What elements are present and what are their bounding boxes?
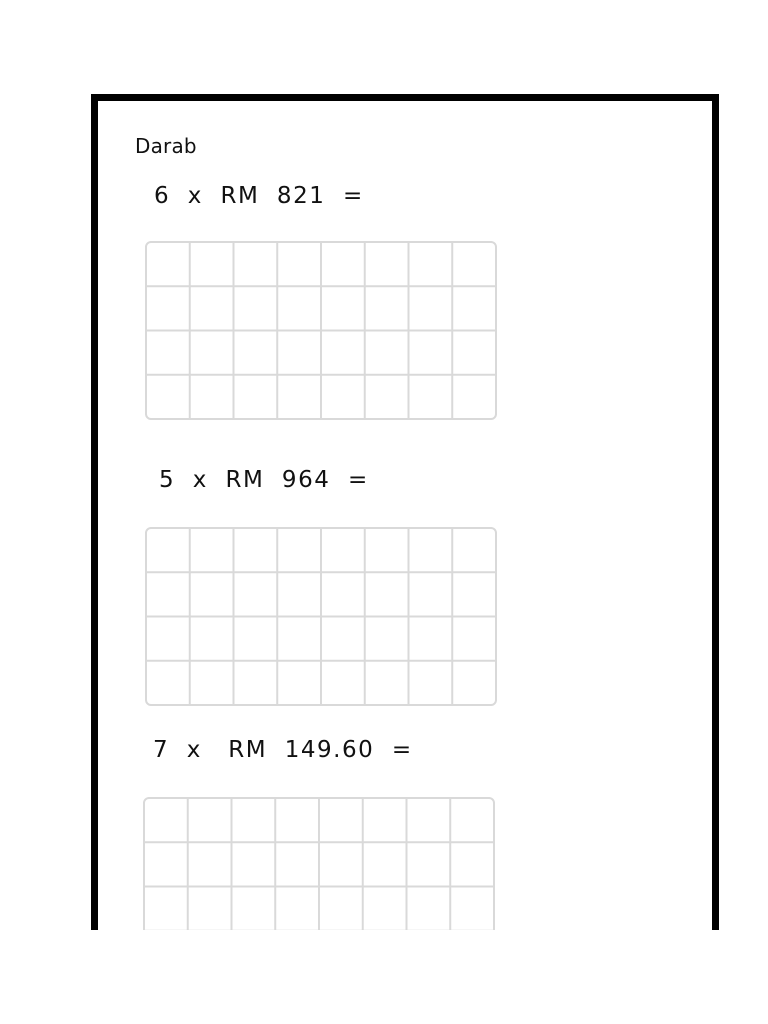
page-border-left [91, 94, 98, 930]
question-1: 6 x RM 821 = [154, 183, 364, 209]
worksheet-title: Darab [135, 134, 197, 158]
worksheet-page [91, 94, 719, 930]
question-3: 7 x RM 149.60 = [153, 737, 413, 763]
answer-grid-1 [145, 241, 497, 420]
page-border-top [91, 94, 719, 101]
page-border-right [712, 94, 719, 930]
question-2: 5 x RM 964 = [159, 467, 369, 493]
answer-grid-3 [143, 797, 495, 930]
answer-grid-2 [145, 527, 497, 706]
